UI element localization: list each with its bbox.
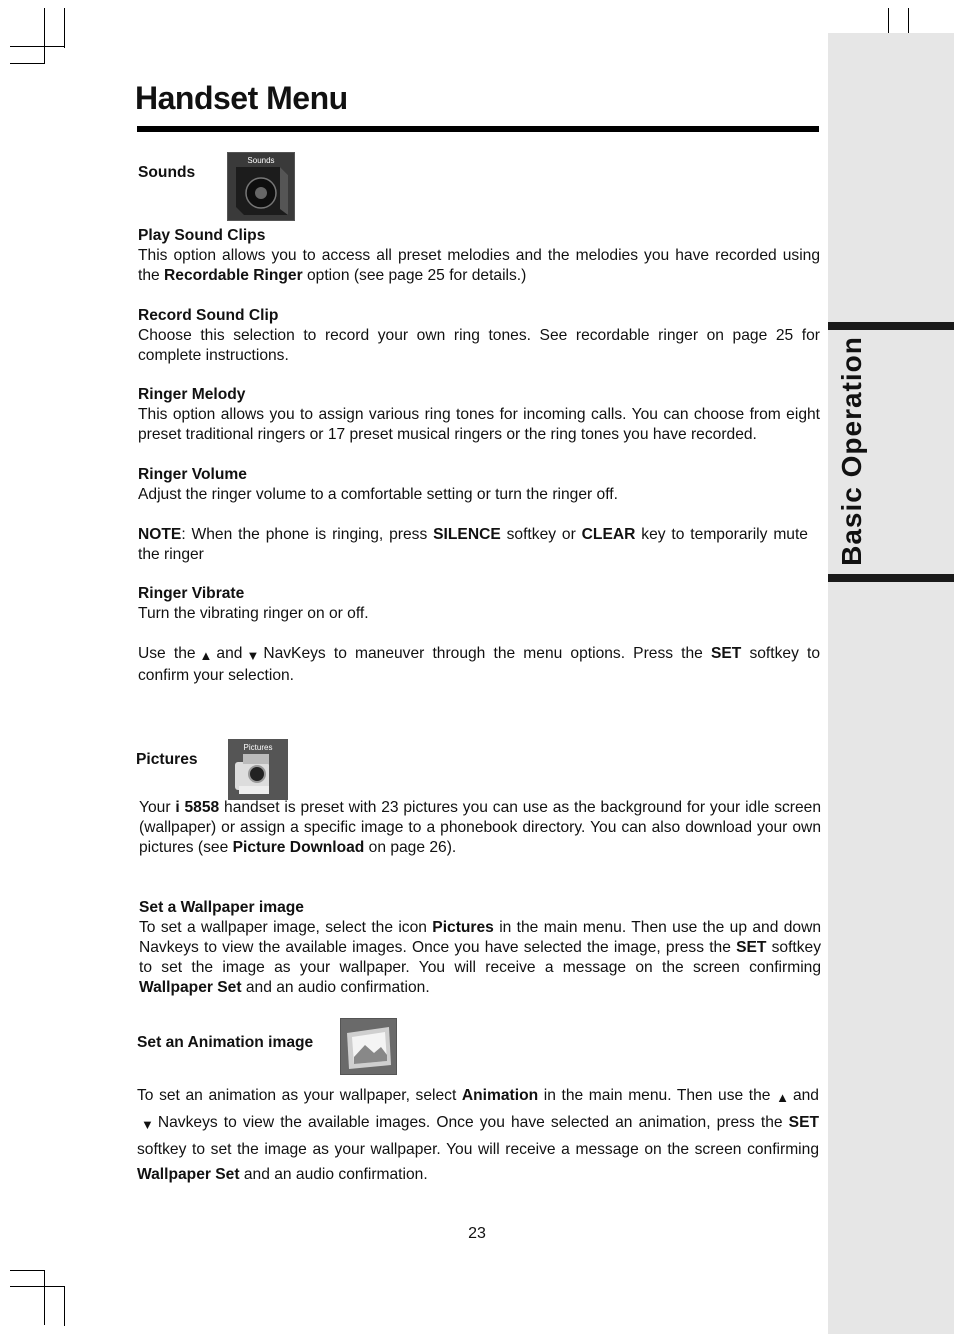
ringer-melody: Ringer Melody This option allows you to assign various ring tones for incoming calls. You can choose from eight preset traditional ringers or 17 preset musical ringers or the ring tones you have recorded. xyxy=(138,386,820,443)
ringer-vibrate-title: Ringer Vibrate xyxy=(138,585,245,602)
play-sound-clips: Play Sound Clips This option allows you to access all preset melodies and the melodies you have recorded using the Recordable Ringer option (see page 25 for details.) xyxy=(138,227,820,284)
crop-mark xyxy=(10,1270,45,1271)
note-paragraph: NOTE: When the phone is ringing, press SILENCE softkey or CLEAR key to temporarily mute the ringer xyxy=(138,526,808,563)
animation-heading: Set an Animation image xyxy=(137,1034,314,1051)
ringer-vibrate: Ringer Vibrate Turn the vibrating ringer on or off. xyxy=(138,584,820,624)
play-sound-clips-title: Play Sound Clips xyxy=(138,227,266,244)
down-arrow-icon: ▼ xyxy=(246,648,260,663)
speaker-icon xyxy=(227,152,295,221)
title-rule xyxy=(137,126,819,132)
crop-mark xyxy=(44,1270,45,1325)
set-wallpaper-section: Set a Wallpaper image To set a wallpaper image, select the icon Pictures in the main menu. Then use the up and down Navkeys to view the available images. Once you have selected the image, press the SET softkey to set the image as your wallpaper. You will receive a message on the screen confirming Wallpaper Set and an audio confirmation. xyxy=(139,899,822,996)
ringer-volume: Ringer Volume Adjust the ringer volume to a comfortable setting or turn the ringer off. xyxy=(138,465,820,505)
up-arrow-icon: ▲ xyxy=(199,648,213,663)
ringer-volume-title: Ringer Volume xyxy=(138,466,247,483)
crop-mark xyxy=(64,1286,65,1326)
side-tab xyxy=(826,322,878,580)
ringer-melody-title: Ringer Melody xyxy=(138,386,246,403)
picture-frame-icon xyxy=(340,1018,397,1075)
page-number: 23 xyxy=(468,1225,486,1242)
up-arrow-icon: ▲ xyxy=(776,1090,789,1105)
crop-mark xyxy=(10,1286,65,1287)
camera-icon-caption: Pictures xyxy=(243,743,273,752)
side-tab-background xyxy=(828,33,954,1334)
speaker-icon-caption: Sounds xyxy=(247,156,275,165)
sounds-heading: Sounds xyxy=(138,164,196,181)
pictures-intro: Your i 5858 handset is preset with 23 pictures you can use as the background for your idle screen (wallpaper) or assign a specific image to a phonebook directory. You can also download your own pictures (see Picture Download on page 26). xyxy=(139,799,821,856)
crop-mark xyxy=(64,8,65,48)
crop-mark xyxy=(10,63,45,64)
side-tab-label: Basic Operation xyxy=(836,336,868,566)
record-sound-clip-title: Record Sound Clip xyxy=(138,307,279,324)
crop-mark xyxy=(44,8,45,63)
navkeys-paragraph: Use the ▲ and ▼ NavKeys to maneuver through the menu options. Press the SET softkey to confirm your selection. xyxy=(138,645,820,684)
record-sound-clip: Record Sound Clip Choose this selection to record your own ring tones. See recordable ringer on page 25 for complete instructions. xyxy=(138,307,820,364)
pictures-heading: Pictures xyxy=(136,751,198,768)
camera-icon xyxy=(228,739,288,800)
crop-mark xyxy=(10,46,65,47)
page-title: Handset Menu xyxy=(135,80,348,116)
set-wallpaper-title: Set a Wallpaper image xyxy=(139,899,304,916)
animation-paragraph: To set an animation as your wallpaper, select Animation in the main menu. Then use the ▲ and▼ Navkeys to view the available images. Once you have selected an animation, press the SET softkey to set the image as your wallpaper. You will receive a message on the screen confirming Wallpaper Set and an audio confirmation. xyxy=(137,1087,819,1183)
sounds-content xyxy=(138,226,820,686)
down-arrow-icon: ▼ xyxy=(141,1117,154,1132)
